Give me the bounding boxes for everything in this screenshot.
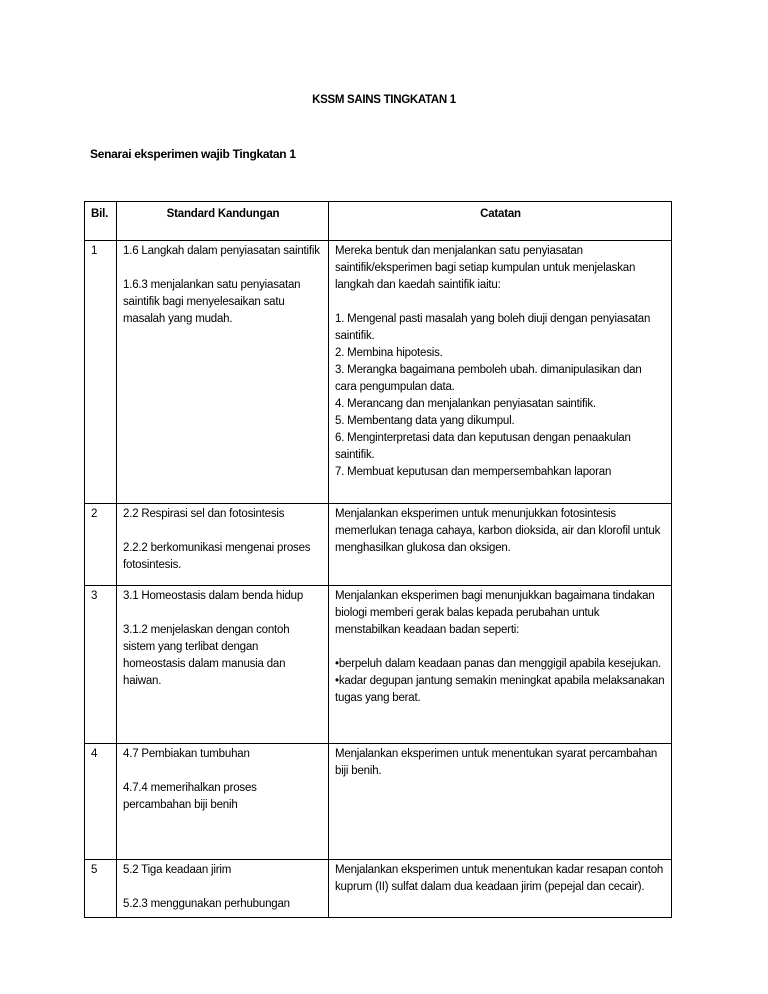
catatan-cell [329,504,672,586]
catatan-bullet: • kadar degupan jantung semakin meningkat apabila melaksanakan tugas yang berat. [335,673,666,707]
row-number: 3 [85,586,117,744]
standard-cell [117,241,329,504]
standard-cell [117,504,329,586]
standard-cell [117,586,329,744]
table-row [85,504,672,586]
standard-detail: 5.2.3 menggunakan perhubungan [123,898,290,910]
experiment-table [84,201,672,918]
catatan-step: 5. Membentang data yang dikumpul. [335,415,515,427]
catatan-cell [329,586,672,744]
catatan-step: 2. Membina hipotesis. [335,347,443,359]
standard-cell [117,744,329,860]
standard-title: 1.6 Langkah dalam penyiasatan saintifik [123,245,320,257]
catatan-step: 4. Merancang dan menjalankan penyiasatan saintifik. [335,398,596,410]
catatan-intro: Menjalankan eksperimen untuk menentukan kadar resapan contoh kuprum (II) sulfat dalam dua keadaan jirim (pepejal dan cecair). [335,864,664,893]
row-number: 1 [85,241,117,504]
standard-detail: 3.1.2 menjelaskan dengan contoh sistem yang terlibat dengan homeostasis dalam manusia dan haiwan. [123,624,290,687]
table-header-row [85,202,672,241]
table-row [85,241,672,504]
catatan-cell [329,744,672,860]
catatan-intro: Mereka bentuk dan menjalankan satu penyiasatan saintifik/eksperimen bagi setiap kumpulan untuk menjelaskan langkah dan kaedah saintifik iaitu: [335,245,636,291]
standard-title: 5.2 Tiga keadaan jirim [123,864,232,876]
row-number: 4 [85,744,117,860]
catatan-step: 3. Merangka bagaimana pemboleh ubah. dimanipulasikan dan cara pengumpulan data. [335,364,642,393]
catatan-cell [329,241,672,504]
catatan-intro: Menjalankan eksperimen bagi menunjukkan bagaimana tindakan biologi memberi gerak balas kepada perubahan untuk menstabilkan keadaan badan seperti: [335,590,655,636]
catatan-step: 1. Mengenal pasti masalah yang boleh diuji dengan penyiasatan saintifik. [335,313,651,342]
table-row [85,586,672,744]
row-number: 2 [85,504,117,586]
table-row [85,860,672,918]
catatan-intro: Menjalankan eksperimen untuk menentukan syarat percambahan biji benih. [335,748,658,777]
standard-cell [117,860,329,918]
standard-title: 4.7 Pembiakan tumbuhan [123,748,250,760]
page-title: KSSM SAINS TINGKATAN 1 [312,94,456,106]
standard-detail: 1.6.3 menjalankan satu penyiasatan saintifik bagi menyelesaikan satu masalah yang mudah. [123,279,301,325]
header-bil: Bil. [85,202,117,241]
catatan-intro: Menjalankan eksperimen untuk menunjukkan fotosintesis memerlukan tenaga cahaya, karbon dioksida, air dan klorofil untuk menghasilkan glukosa dan oksigen. [335,508,661,554]
row-number: 5 [85,860,117,918]
header-catatan: Catatan [329,202,672,241]
catatan-step: 6. Menginterpretasi data dan keputusan dengan penaakulan saintifik. [335,432,631,461]
section-subtitle: Senarai eksperimen wajib Tingkatan 1 [90,147,296,161]
catatan-cell [329,860,672,918]
standard-title: 2.2 Respirasi sel dan fotosintesis [123,508,285,520]
table-row [85,744,672,860]
header-standard-kandungan: Standard Kandungan [117,202,329,241]
standard-detail: 2.2.2 berkomunikasi mengenai proses fotosintesis. [123,542,311,571]
standard-detail: 4.7.4 memerihalkan proses percambahan biji benih [123,782,257,811]
standard-title: 3.1 Homeostasis dalam benda hidup [123,590,304,602]
catatan-bullet: • berpeluh dalam keadaan panas dan menggigil apabila kesejukan. [335,656,666,673]
catatan-step: 7. Membuat keputusan dan mempersembahkan laporan [335,466,612,478]
